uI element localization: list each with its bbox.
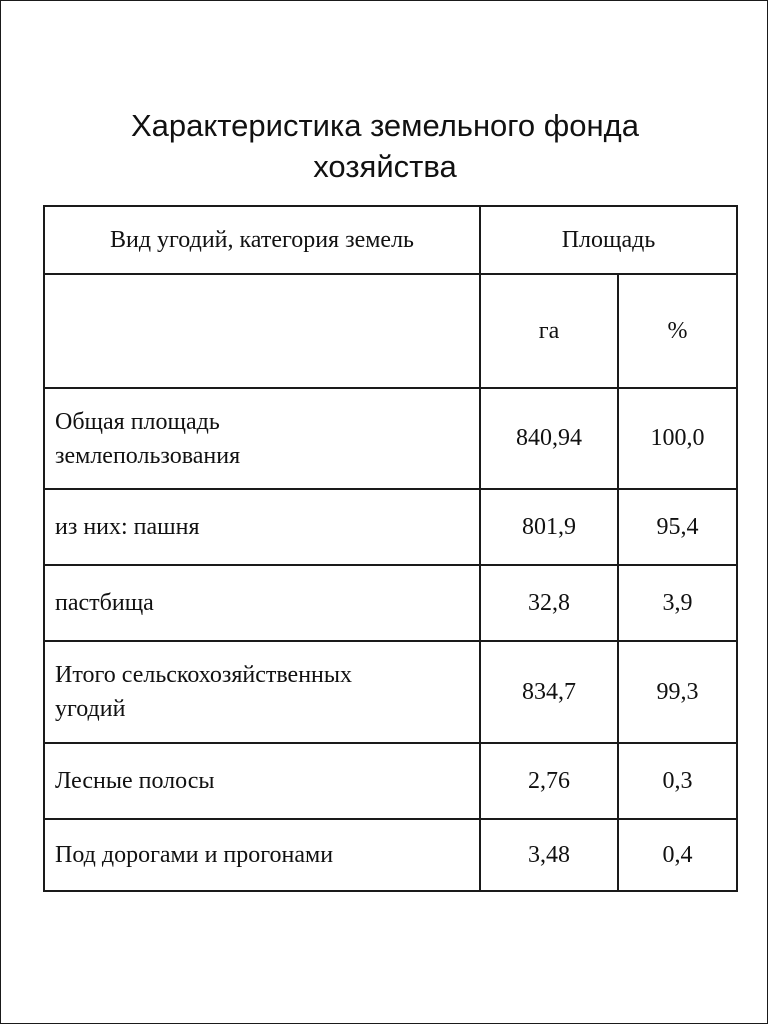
row-pct: 95,4 xyxy=(618,489,737,565)
row-name xyxy=(44,489,480,565)
header-category: Вид угодий, категория земель xyxy=(44,206,480,274)
header-unit-ha: га xyxy=(480,274,618,388)
row-name-line: пастбища xyxy=(55,590,154,616)
row-name-line: Общая площадь xyxy=(55,408,220,435)
table-header-row xyxy=(44,206,737,274)
row-name-line: угодий xyxy=(55,696,126,722)
row-pct: 100,0 xyxy=(618,388,737,489)
unit-row-empty-cell xyxy=(44,274,480,388)
row-name-line: Под дорогами и прогонами xyxy=(55,842,334,868)
row-name xyxy=(44,743,480,819)
table-row xyxy=(44,388,737,489)
row-name xyxy=(44,819,480,891)
row-ha: 32,8 xyxy=(480,565,618,641)
row-name-line: землепользования xyxy=(55,442,241,469)
row-name xyxy=(44,565,480,641)
title-line: Характеристика земельного фонда xyxy=(131,108,639,143)
row-name-line: из них: пашня xyxy=(55,514,200,540)
row-ha: 3,48 xyxy=(480,819,618,891)
row-name xyxy=(44,388,480,489)
header-unit-pct: % xyxy=(618,274,737,388)
row-ha: 834,7 xyxy=(480,641,618,743)
page-title xyxy=(41,105,729,187)
header-area: Площадь xyxy=(480,206,737,274)
row-pct: 0,4 xyxy=(618,819,737,891)
row-pct: 3,9 xyxy=(618,565,737,641)
title-line: хозяйства xyxy=(313,149,457,184)
row-ha: 2,76 xyxy=(480,743,618,819)
land-fund-table xyxy=(43,205,738,892)
table-row xyxy=(44,641,737,743)
table-row xyxy=(44,819,737,891)
table-row xyxy=(44,743,737,819)
row-name-line: Итого сельскохозяйственных xyxy=(55,662,353,688)
table-row xyxy=(44,489,737,565)
row-name-line: Лесные полосы xyxy=(55,768,215,794)
table-unit-row xyxy=(44,274,737,388)
row-ha: 801,9 xyxy=(480,489,618,565)
row-pct: 0,3 xyxy=(618,743,737,819)
row-pct: 99,3 xyxy=(618,641,737,743)
row-name xyxy=(44,641,480,743)
table-row xyxy=(44,565,737,641)
row-ha: 840,94 xyxy=(480,388,618,489)
